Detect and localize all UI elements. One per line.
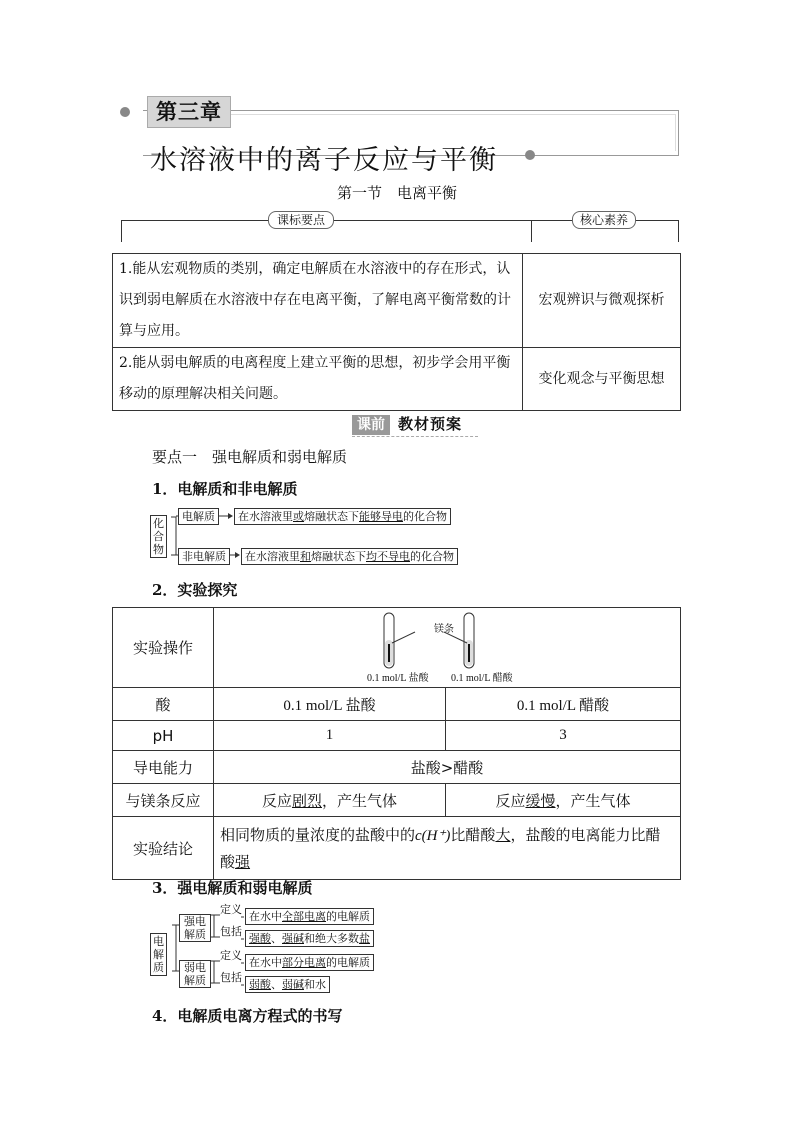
row-label: 导电能力 xyxy=(113,751,214,784)
text: 相同物质的量浓度的盐酸中的 xyxy=(220,825,416,844)
requirement-cell: 2.能从弱电解质的电离程度上建立平衡的思想，初步学会用平衡移动的原理解决相关问题。 xyxy=(113,348,523,411)
row-label: 酸 xyxy=(113,688,214,721)
sec1-heading: 1．电解质和非电解质 xyxy=(152,480,298,498)
text: 反应 xyxy=(261,791,292,810)
table-row xyxy=(113,784,681,817)
electrolyte-def-box xyxy=(234,508,451,525)
text: 熔融状态下 xyxy=(304,510,359,523)
table-row xyxy=(113,254,681,348)
magnesium-label: 镁条 xyxy=(434,624,454,635)
experiment-figure-cell xyxy=(214,608,681,688)
experiment-table xyxy=(112,607,681,880)
blank: 能够导电 xyxy=(359,510,403,523)
blank: 和 xyxy=(300,550,311,563)
blank: 弱碱 xyxy=(282,978,304,991)
strong-electrolyte-box: 强电解质 xyxy=(179,914,211,942)
literacy-cell: 变化观念与平衡思想 xyxy=(523,348,681,411)
blank: 弱酸 xyxy=(249,978,271,991)
text: 和水 xyxy=(304,978,326,991)
table-row xyxy=(113,751,681,784)
row-label: 实验操作 xyxy=(113,608,214,688)
blank: 强 xyxy=(235,852,251,871)
sec3-heading: 3．强电解质和弱电解质 xyxy=(152,879,313,897)
strong-def-box xyxy=(245,908,374,925)
text: 在水中 xyxy=(249,956,282,969)
row-label: 与镁条反应 xyxy=(113,784,214,817)
def-label: 定义 xyxy=(220,949,242,962)
text: 在水溶液里 xyxy=(238,510,293,523)
text: 的电解质 xyxy=(326,956,370,969)
text: 在水中 xyxy=(249,910,282,923)
text: 的化合物 xyxy=(403,510,447,523)
table-row xyxy=(113,817,681,880)
tube1-caption: 0.1 mol/L 盐酸 xyxy=(367,673,429,684)
preview-tag: 课前 xyxy=(352,415,390,435)
blank: 盐 xyxy=(359,932,370,945)
ph1-cell: 1 xyxy=(214,721,446,751)
non-electrolyte-def-box xyxy=(241,548,458,565)
blank: 全部电离 xyxy=(282,910,326,923)
inc-label: 包括 xyxy=(220,971,242,984)
sec2-heading: 2．实验探究 xyxy=(152,581,238,599)
standards-tick-mid xyxy=(531,220,532,242)
strong-inc-box xyxy=(245,930,374,947)
text: ，产生气体 xyxy=(322,791,398,810)
def-label: 定义 xyxy=(220,903,242,916)
blank: 强碱 xyxy=(282,932,304,945)
acid2-cell: 0.1 mol/L 醋酸 xyxy=(446,688,681,721)
standards-tick-right xyxy=(678,220,679,242)
table-row xyxy=(113,348,681,411)
standards-table xyxy=(112,253,681,411)
compound-root-box: 化合物 xyxy=(150,515,167,558)
table-row xyxy=(113,608,681,688)
inc-label: 包括 xyxy=(220,925,242,938)
text: 反应 xyxy=(495,791,526,810)
blank: 强酸 xyxy=(249,932,271,945)
weak-electrolyte-box: 弱电解质 xyxy=(179,960,211,988)
row-label: pH xyxy=(113,721,214,751)
standards-tick-left xyxy=(121,220,122,242)
text: 、 xyxy=(271,978,282,991)
blank: 部分电离 xyxy=(282,956,326,969)
blank: 剧烈 xyxy=(291,791,322,810)
text: ，盐酸的电离能力比醋酸 xyxy=(220,825,661,871)
key-point-title: 要点一 强电解质和弱电解质 xyxy=(152,448,348,466)
blank: 大 xyxy=(495,825,511,844)
text: 的化合物 xyxy=(410,550,454,563)
requirement-cell: 1.能从宏观物质的类别，确定电解质在水溶液中的存在形式，认识到弱电解质在水溶液中存在电离平衡，了解电离平衡常数的计算与应用。 xyxy=(113,254,523,348)
weak-def-box xyxy=(245,954,374,971)
section-title: 第一节 电离平衡 xyxy=(336,184,457,202)
text: 和绝大多数 xyxy=(304,932,359,945)
weak-inc-box xyxy=(245,976,330,993)
tube2-caption: 0.1 mol/L 醋酸 xyxy=(451,673,513,684)
table-row xyxy=(113,721,681,751)
standards-left-header: 课标要点 xyxy=(268,211,334,229)
header-dot-left xyxy=(120,107,130,117)
text: 在水溶液里 xyxy=(245,550,300,563)
text: 、 xyxy=(271,932,282,945)
row-label: 实验结论 xyxy=(113,817,214,880)
text: 比醋酸 xyxy=(450,825,496,844)
chapter-tag: 第三章 xyxy=(147,96,231,128)
standards-right-header: 核心素养 xyxy=(572,211,636,229)
reaction1-cell xyxy=(214,784,446,817)
compound-diagram xyxy=(150,505,460,567)
preview-underline xyxy=(352,436,478,437)
blank: 缓慢 xyxy=(525,791,556,810)
text: 的电解质 xyxy=(326,910,370,923)
formula: c(H⁺) xyxy=(415,827,451,844)
non-electrolyte-box: 非电解质 xyxy=(178,548,230,565)
electrolyte-root-box: 电解质 xyxy=(150,933,167,976)
acid1-cell: 0.1 mol/L 盐酸 xyxy=(214,688,446,721)
text: ，产生气体 xyxy=(555,791,631,810)
literacy-cell: 宏观辨识与微观探析 xyxy=(523,254,681,348)
table-row xyxy=(113,688,681,721)
preview-title: 教材预案 xyxy=(398,415,463,433)
blank: 均不导电 xyxy=(366,550,410,563)
sec4-heading: 4．电解质电离方程式的书写 xyxy=(152,1007,343,1025)
electrolyte-class-diagram xyxy=(150,903,420,995)
ph2-cell: 3 xyxy=(446,721,681,751)
conclusion-cell xyxy=(214,817,681,880)
electrolyte-box: 电解质 xyxy=(178,508,219,525)
header-dot-right xyxy=(525,150,535,160)
blank: 或 xyxy=(293,510,304,523)
conductivity-cell: 盐酸>醋酸 xyxy=(214,751,681,784)
text: 熔融状态下 xyxy=(311,550,366,563)
reaction2-cell xyxy=(446,784,681,817)
chapter-title: 水溶液中的离子反应与平衡 xyxy=(150,145,498,176)
